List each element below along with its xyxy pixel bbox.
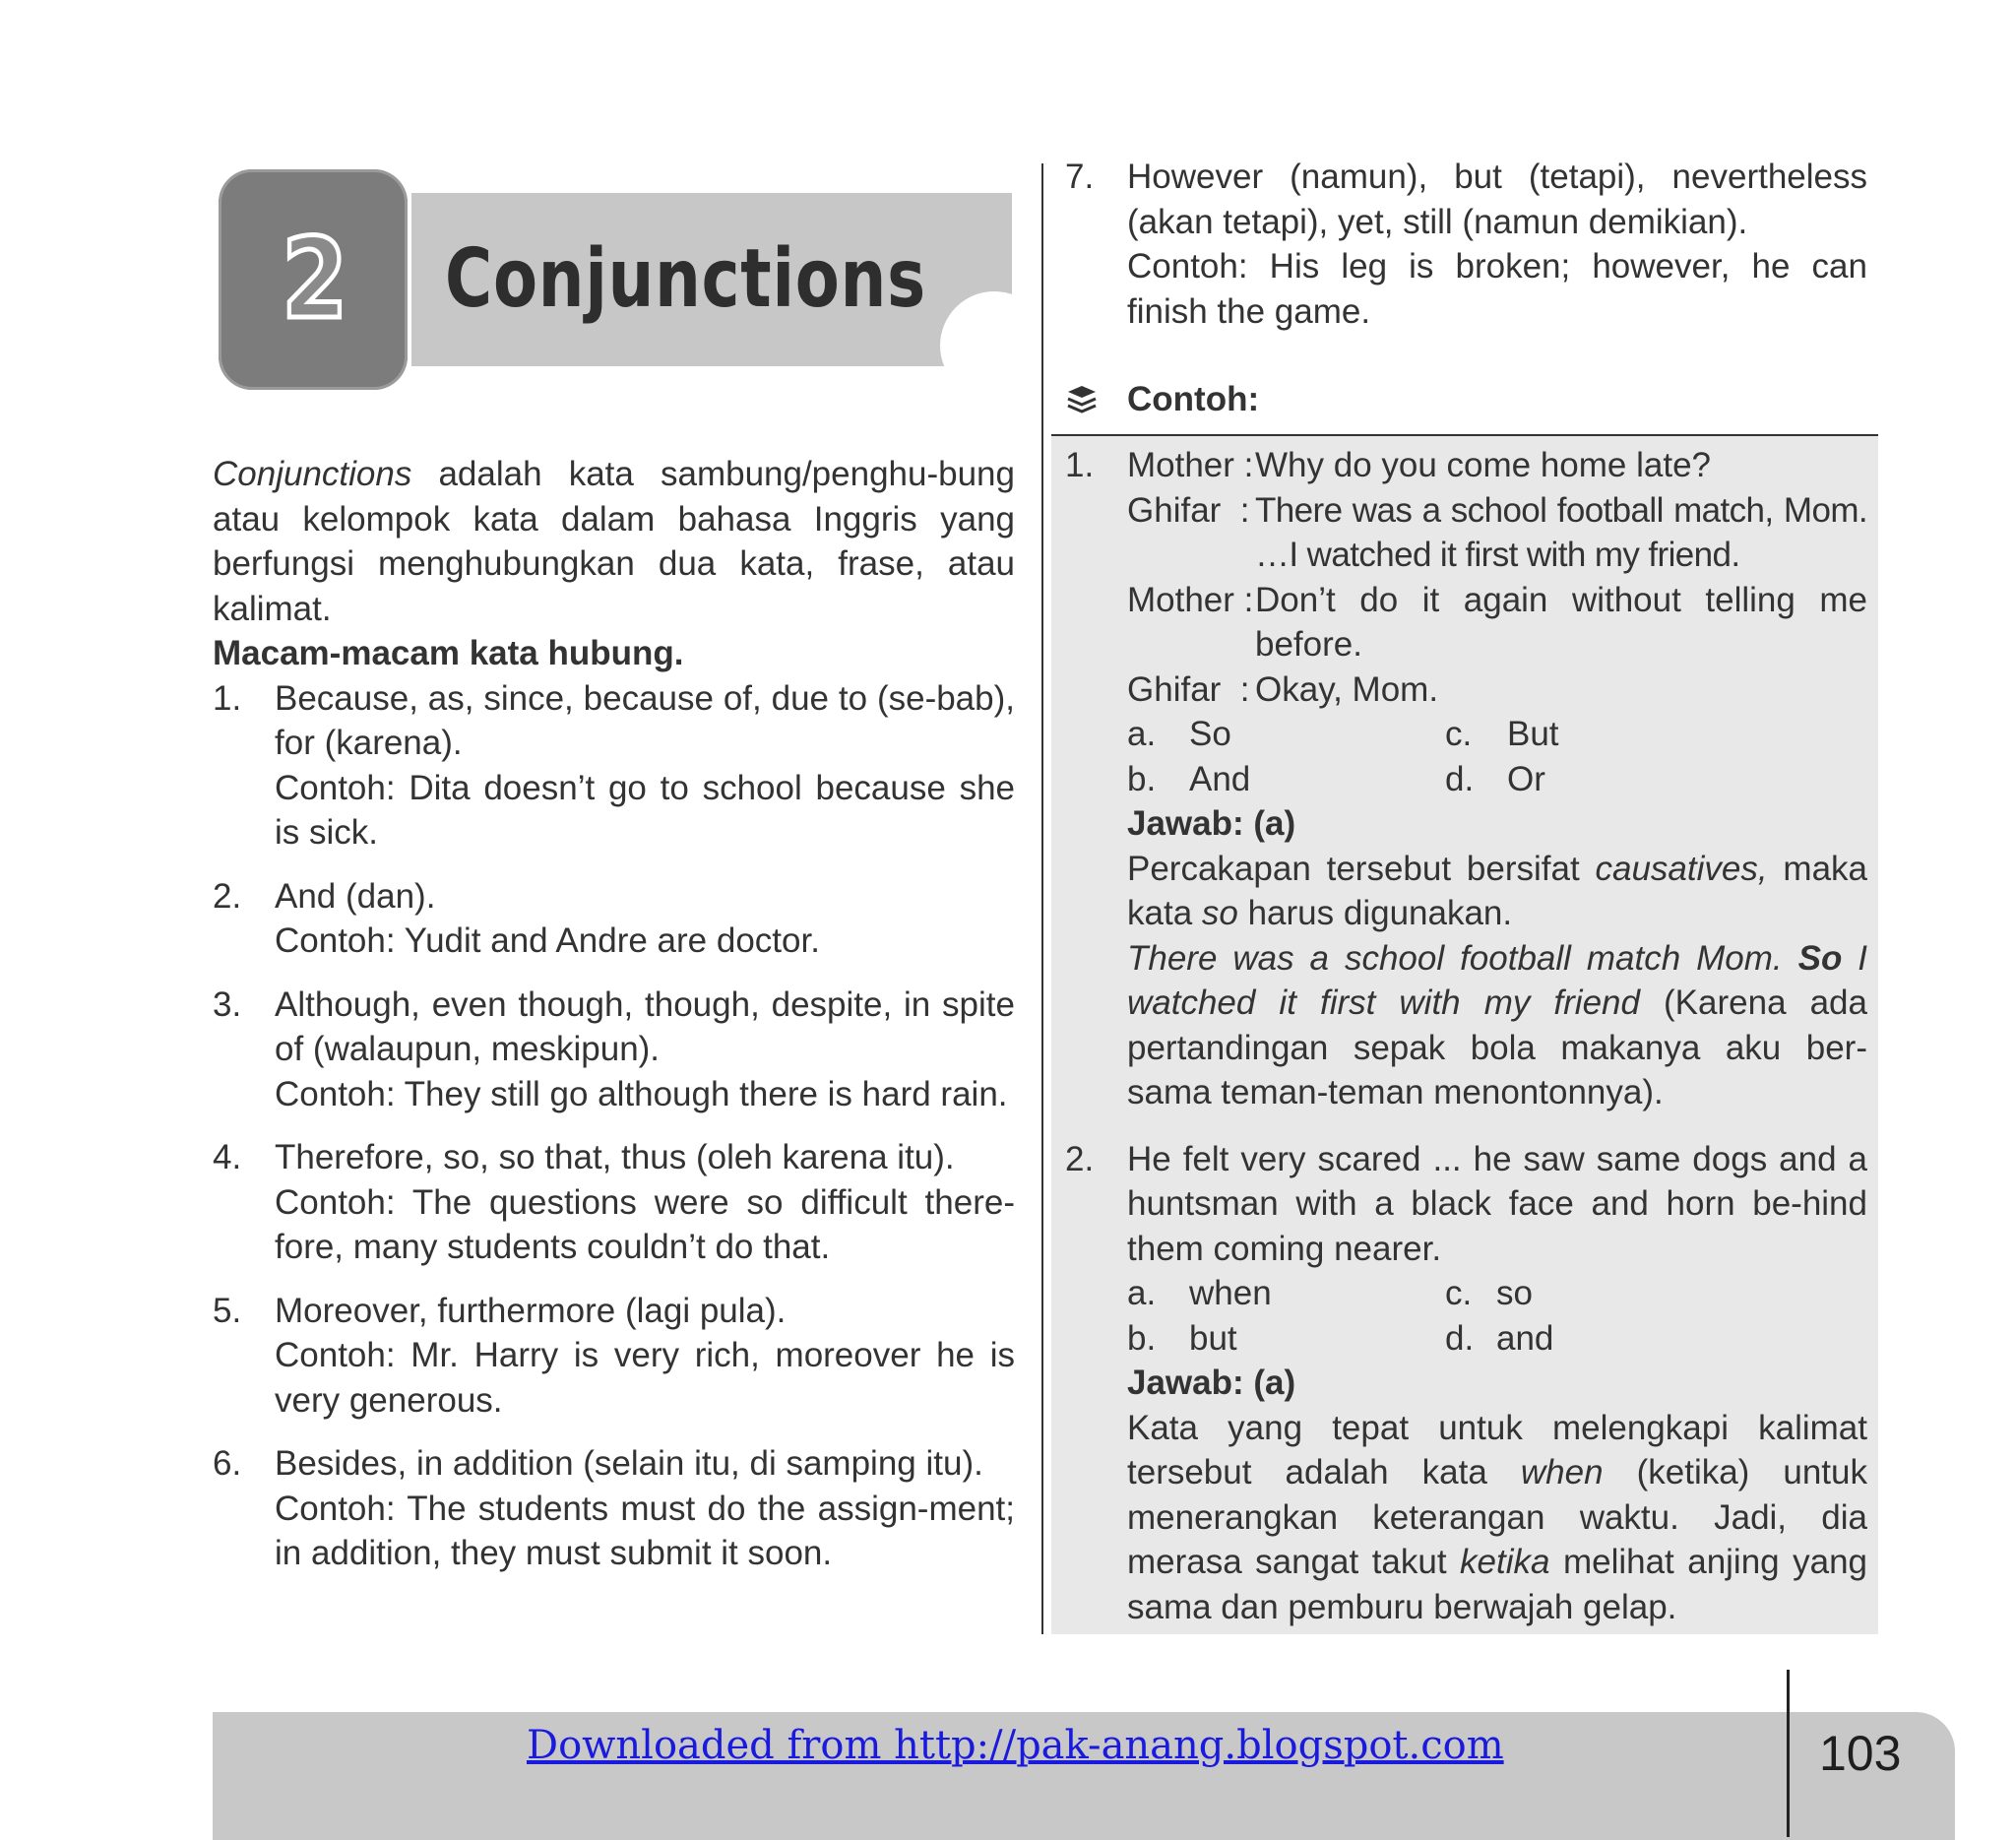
list-item bbox=[213, 1441, 1015, 1576]
item-text: And (dan). bbox=[275, 876, 436, 916]
right-column-top bbox=[1065, 155, 1867, 352]
item-number: 1. bbox=[213, 678, 242, 718]
options-row bbox=[1127, 1271, 1867, 1316]
item-example: Contoh: They still go although there is hard rain. bbox=[275, 1074, 1008, 1113]
footer-divider bbox=[1787, 1670, 1790, 1837]
chapter-title: Conjunctions bbox=[445, 232, 926, 326]
example-question bbox=[1065, 1137, 1867, 1630]
item-number: 7. bbox=[1065, 158, 1095, 196]
chapter-band-curve bbox=[940, 291, 1048, 400]
example-question bbox=[1065, 443, 1867, 1115]
dialog-speaker: Ghifar : bbox=[1127, 669, 1250, 709]
item-text: Moreover, furthermore (lagi pula). bbox=[275, 1291, 787, 1330]
item-number: 4. bbox=[213, 1138, 242, 1176]
list-item bbox=[213, 1289, 1015, 1424]
dialog-line bbox=[1127, 578, 1867, 667]
question-text: He felt very scared ... he saw same dogs and a huntsman with a black face and horn be-hind them coming nearer. bbox=[1127, 1139, 1867, 1268]
item-example: Contoh: The questions were so difficult there-fore, many students couldn’t do that. bbox=[275, 1182, 1015, 1266]
item-text: However (namun), but (tetapi), nevertheless (akan tetapi), yet, still (namun demikian). bbox=[1127, 158, 1867, 241]
dialog-speaker: Mother : bbox=[1127, 580, 1254, 619]
item-example: Contoh: Mr. Harry is very rich, moreover he is very generous. bbox=[275, 1336, 1015, 1420]
option-b: b. but bbox=[1127, 1318, 1237, 1358]
book-stack-icon bbox=[1065, 383, 1099, 416]
page-number: 103 bbox=[1819, 1726, 1902, 1781]
examples-content bbox=[1065, 443, 1867, 1648]
dialog-speaker: Ghifar : bbox=[1127, 490, 1250, 530]
item-example: Contoh: Dita doesn’t go to school because she is sick. bbox=[275, 768, 1015, 852]
examples-heading-text: Contoh: bbox=[1127, 380, 1260, 418]
dialog-line bbox=[1127, 667, 1867, 713]
examples-heading bbox=[1065, 377, 1867, 418]
types-heading: Macam-macam kata hubung. bbox=[213, 634, 684, 672]
item-text: Although, even though, though, despite, in spite of (walaupun, meskipun). bbox=[275, 984, 1015, 1068]
left-column bbox=[213, 452, 1015, 1595]
item-text: Besides, in addition (selain itu, di samping itu). bbox=[275, 1444, 983, 1483]
option-c: c. so bbox=[1445, 1274, 1533, 1312]
dialog-text: Don’t do it again without telling me before. bbox=[1255, 580, 1867, 664]
answer-label: Jawab: (a) bbox=[1127, 804, 1296, 843]
item-number: 5. bbox=[213, 1291, 242, 1330]
dialog-text: There was a school football match, Mom. …I watched it first with my friend. bbox=[1255, 490, 1867, 574]
option-c: c. But bbox=[1445, 715, 1559, 753]
download-link[interactable]: Downloaded from http://pak-anang.blogspot.com bbox=[527, 1723, 1504, 1768]
intro-text: adalah kata sambung/penghu-bung atau kelompok kata dalam bahasa Inggris yang berfungsi menghubungkan dua kata, frase, atau kalimat. bbox=[213, 455, 1015, 628]
item-text: Therefore, so, so that, thus (oleh karena itu). bbox=[275, 1138, 955, 1176]
column-divider bbox=[1041, 163, 1043, 1634]
options-row bbox=[1127, 712, 1867, 757]
dialog-line bbox=[1127, 443, 1867, 488]
answer-explanation: Kata yang tepat untuk melengkapi kalimat tersebut adalah kata when (ketika) untuk menerangkan keterangan waktu. Jadi, dia merasa sangat takut ketika melihat anjing yang sama dan pemburu berwajah gelap. bbox=[1127, 1408, 1868, 1626]
option-d: d. and bbox=[1445, 1318, 1554, 1358]
item-number: 3. bbox=[213, 984, 242, 1024]
intro-paragraph bbox=[213, 452, 1015, 631]
question-number: 1. bbox=[1065, 446, 1095, 484]
item-text: Because, as, since, because of, due to (se-bab), for (karena). bbox=[275, 678, 1015, 762]
list-item bbox=[213, 1135, 1015, 1270]
list-item bbox=[213, 874, 1015, 964]
dialog-text: Okay, Mom. bbox=[1255, 669, 1439, 709]
list-item bbox=[213, 983, 1015, 1117]
item-example: Contoh: The students must do the assign-ment; in addition, they must submit it soon. bbox=[275, 1489, 1015, 1572]
option-b: b. And bbox=[1127, 759, 1251, 798]
question-number: 2. bbox=[1065, 1139, 1095, 1178]
answer-translation: There was a school football match Mom. So I watched it first with my friend (Karena ada pertandingan sepak bola makanya aku ber-sama teman-teman menontonnya). bbox=[1127, 938, 1867, 1111]
list-item bbox=[213, 676, 1015, 856]
item-number: 2. bbox=[213, 876, 242, 916]
option-a: a. when bbox=[1127, 1274, 1272, 1312]
answer-explanation: Percakapan tersebut bersifat causatives, maka kata so harus digunakan. bbox=[1127, 849, 1867, 932]
list-item bbox=[1065, 155, 1867, 334]
item-example: Contoh: Yudit and Andre are doctor. bbox=[275, 921, 820, 960]
options-row bbox=[1127, 1316, 1867, 1362]
intro-term: Conjunctions bbox=[213, 455, 412, 493]
item-example: Contoh: His leg is broken; however, he can finish the game. bbox=[1127, 247, 1867, 331]
item-number: 6. bbox=[213, 1444, 242, 1483]
dialog-speaker: Mother : bbox=[1127, 446, 1254, 484]
option-d: d. Or bbox=[1445, 759, 1545, 798]
option-a: a. So bbox=[1127, 715, 1231, 753]
chapter-number: 2 bbox=[282, 216, 345, 344]
dialog-text: Why do you come home late? bbox=[1255, 446, 1712, 484]
answer-label: Jawab: (a) bbox=[1127, 1364, 1296, 1402]
dialog-line bbox=[1127, 488, 1867, 578]
options-row bbox=[1127, 757, 1867, 802]
